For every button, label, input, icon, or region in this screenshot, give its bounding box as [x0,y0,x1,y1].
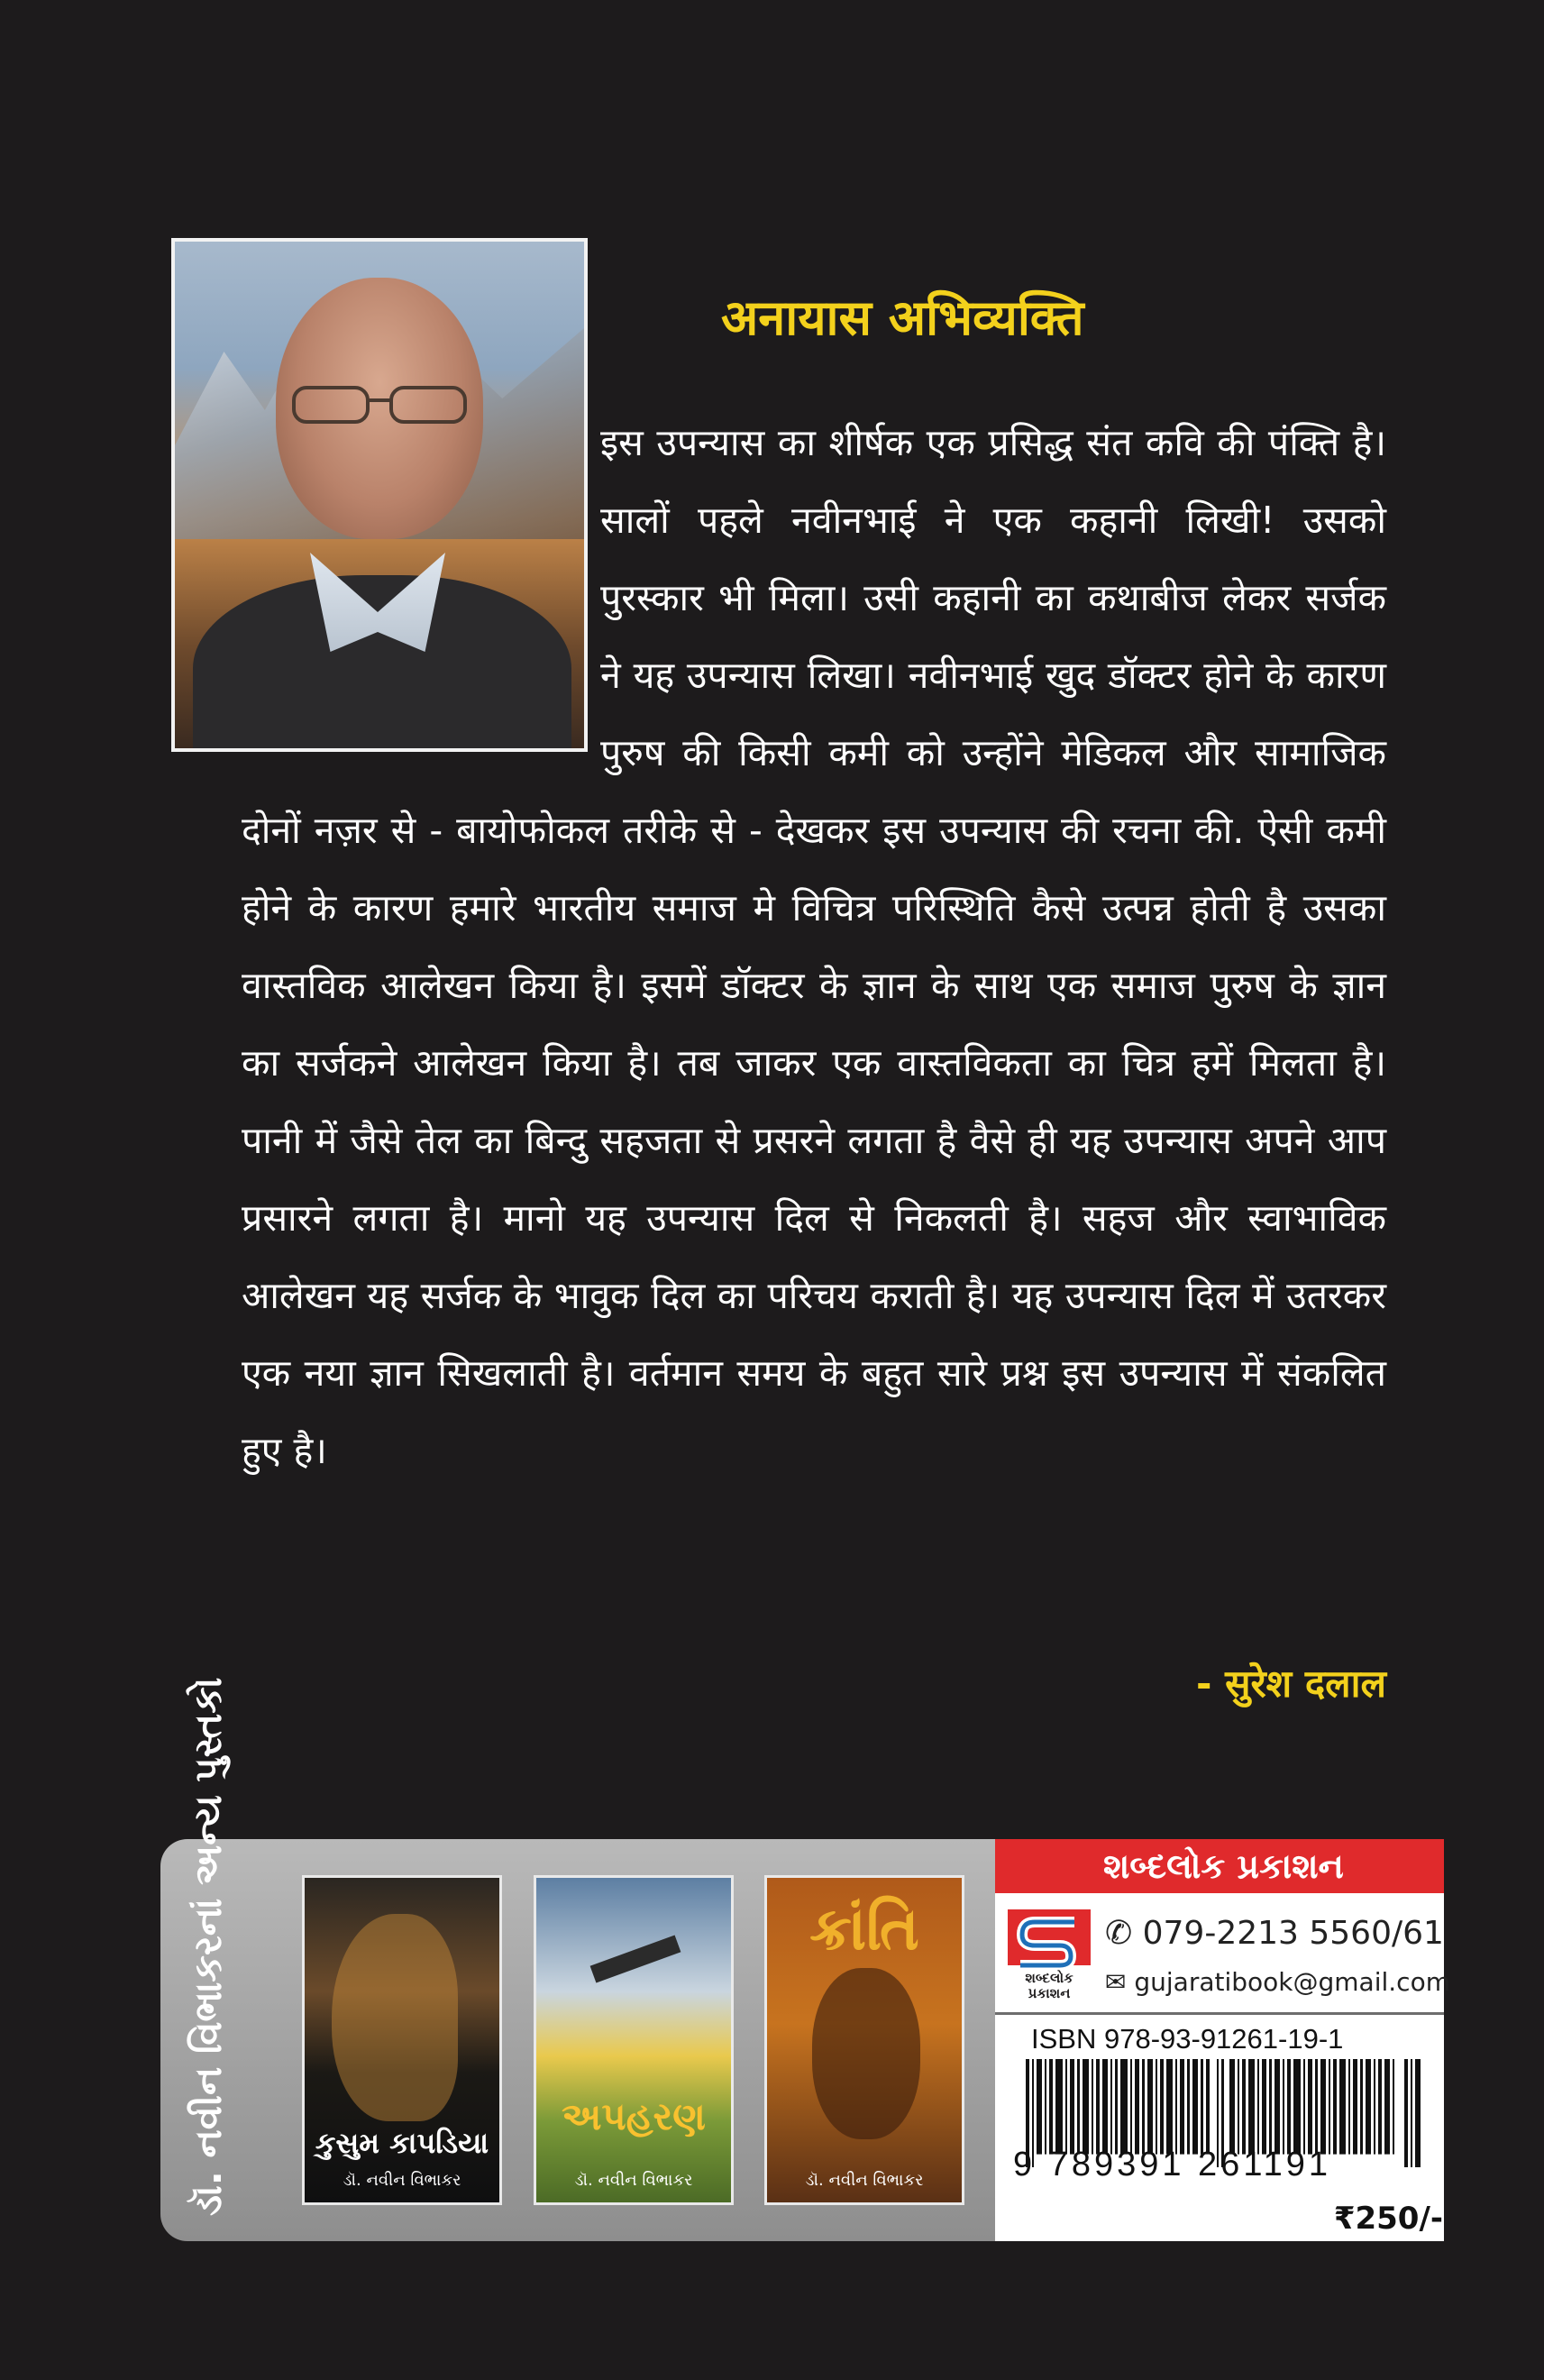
airplane-icon [590,1936,681,1983]
barcode-digits: 9 789391 261191 [1013,2146,1332,2183]
book-title: કુસુમ કાપડિયા [315,2126,489,2160]
publisher-phone [1105,1915,1444,1952]
divider [995,2012,1444,2015]
price-label: ₹250/- [1333,2201,1443,2237]
photo-wrap-spacer [242,404,600,792]
book-title: ક્રાંતિ [809,1894,919,1964]
book-author: ડૉ. નવીન વિભાકર [343,2171,461,2190]
blurb-body [242,404,1386,1489]
book-cover-apaharan [534,1875,734,2205]
mail-icon: ✉ [1105,1967,1135,1997]
publisher-name: શબ્દલોક પ્રકાશન [1103,1846,1344,1886]
phone-icon: ✆ [1105,1915,1143,1952]
publisher-logo-text: શબ્દલોક પ્રકાશન [1025,1970,1073,2001]
book-author: ડૉ. નવીન વિભાકર [574,2171,693,2190]
publisher-email [1105,1967,1450,1997]
email-address: gujaratibook@gmail.com [1134,1967,1450,1997]
silhouette-art [332,1914,458,2121]
book-title: અપહરણ [562,2094,706,2138]
other-books-label: ડૉ. નવીન વિભાકરનાં અન્ય પુસ્તકો [186,1677,230,2216]
book-cover-kranti [764,1875,964,2205]
portrait-art [812,1968,920,2139]
blurb-body-text: इस उपन्यास का शीर्षक एक प्रसिद्ध संत कवि की पंक्ति है। सालों पहले नवीनभाई ने एक कहानी लिखी! उसको पुरस्कार भी मिला। उसी कहानी का कथाबीज लेकर सर्जक ने यह उपन्यास लिखा। नवीनभाई खुद डॉक्टर होने के कारण पुरुष की किसी कमी को उन्होंने मेडिकल और सामाजिक दोनों नज़र से - बायोफोकल तरीके से - देखकर इस उपन्यास की रचना की. ऐसी कमी होने के कारण हमारे भारतीय समाज मे विचित्र परिस्थिति कैसे उत्पन्न होती है उसका वास्तविक आलेखन किया है। इसमें डॉक्टर के ज्ञान के साथ एक समाज पुरुष के ज्ञान का सर्जकने आलेखन किया है। तब जाकर एक वास्तविकता का चित्र हमें मिलता है। पानी में जैसे तेल का बिन्दु सहजता से प्रसरने लगता है वैसे ही यह उपन्यास अपने आप प्रसारने लगता है। मानो यह उपन्यास दिल से निकलती है। सहज और स्वाभाविक आलेखन यह सर्जक के भावुक दिल का परिचय कराती है। यह उपन्यास दिल में उतरकर एक नया ज्ञान सिखलाती है। वर्तमान समय के बहुत सारे प्रश्न इस उपन्यास में संकलित हुए है। [242,421,1386,1472]
book-cover-kusum [302,1875,502,2205]
book-author: ડૉ. નવીન વિભાકર [805,2171,924,2190]
isbn-text: ISBN 978-93-91261-19-1 [1031,2023,1344,2055]
blurb-signature: - सुरेश दलाल [1196,1661,1386,1706]
phone-number: 079-2213 5560/61 [1142,1915,1444,1952]
blurb-heading: अनायास अभिव्यक्ति [721,289,1084,346]
